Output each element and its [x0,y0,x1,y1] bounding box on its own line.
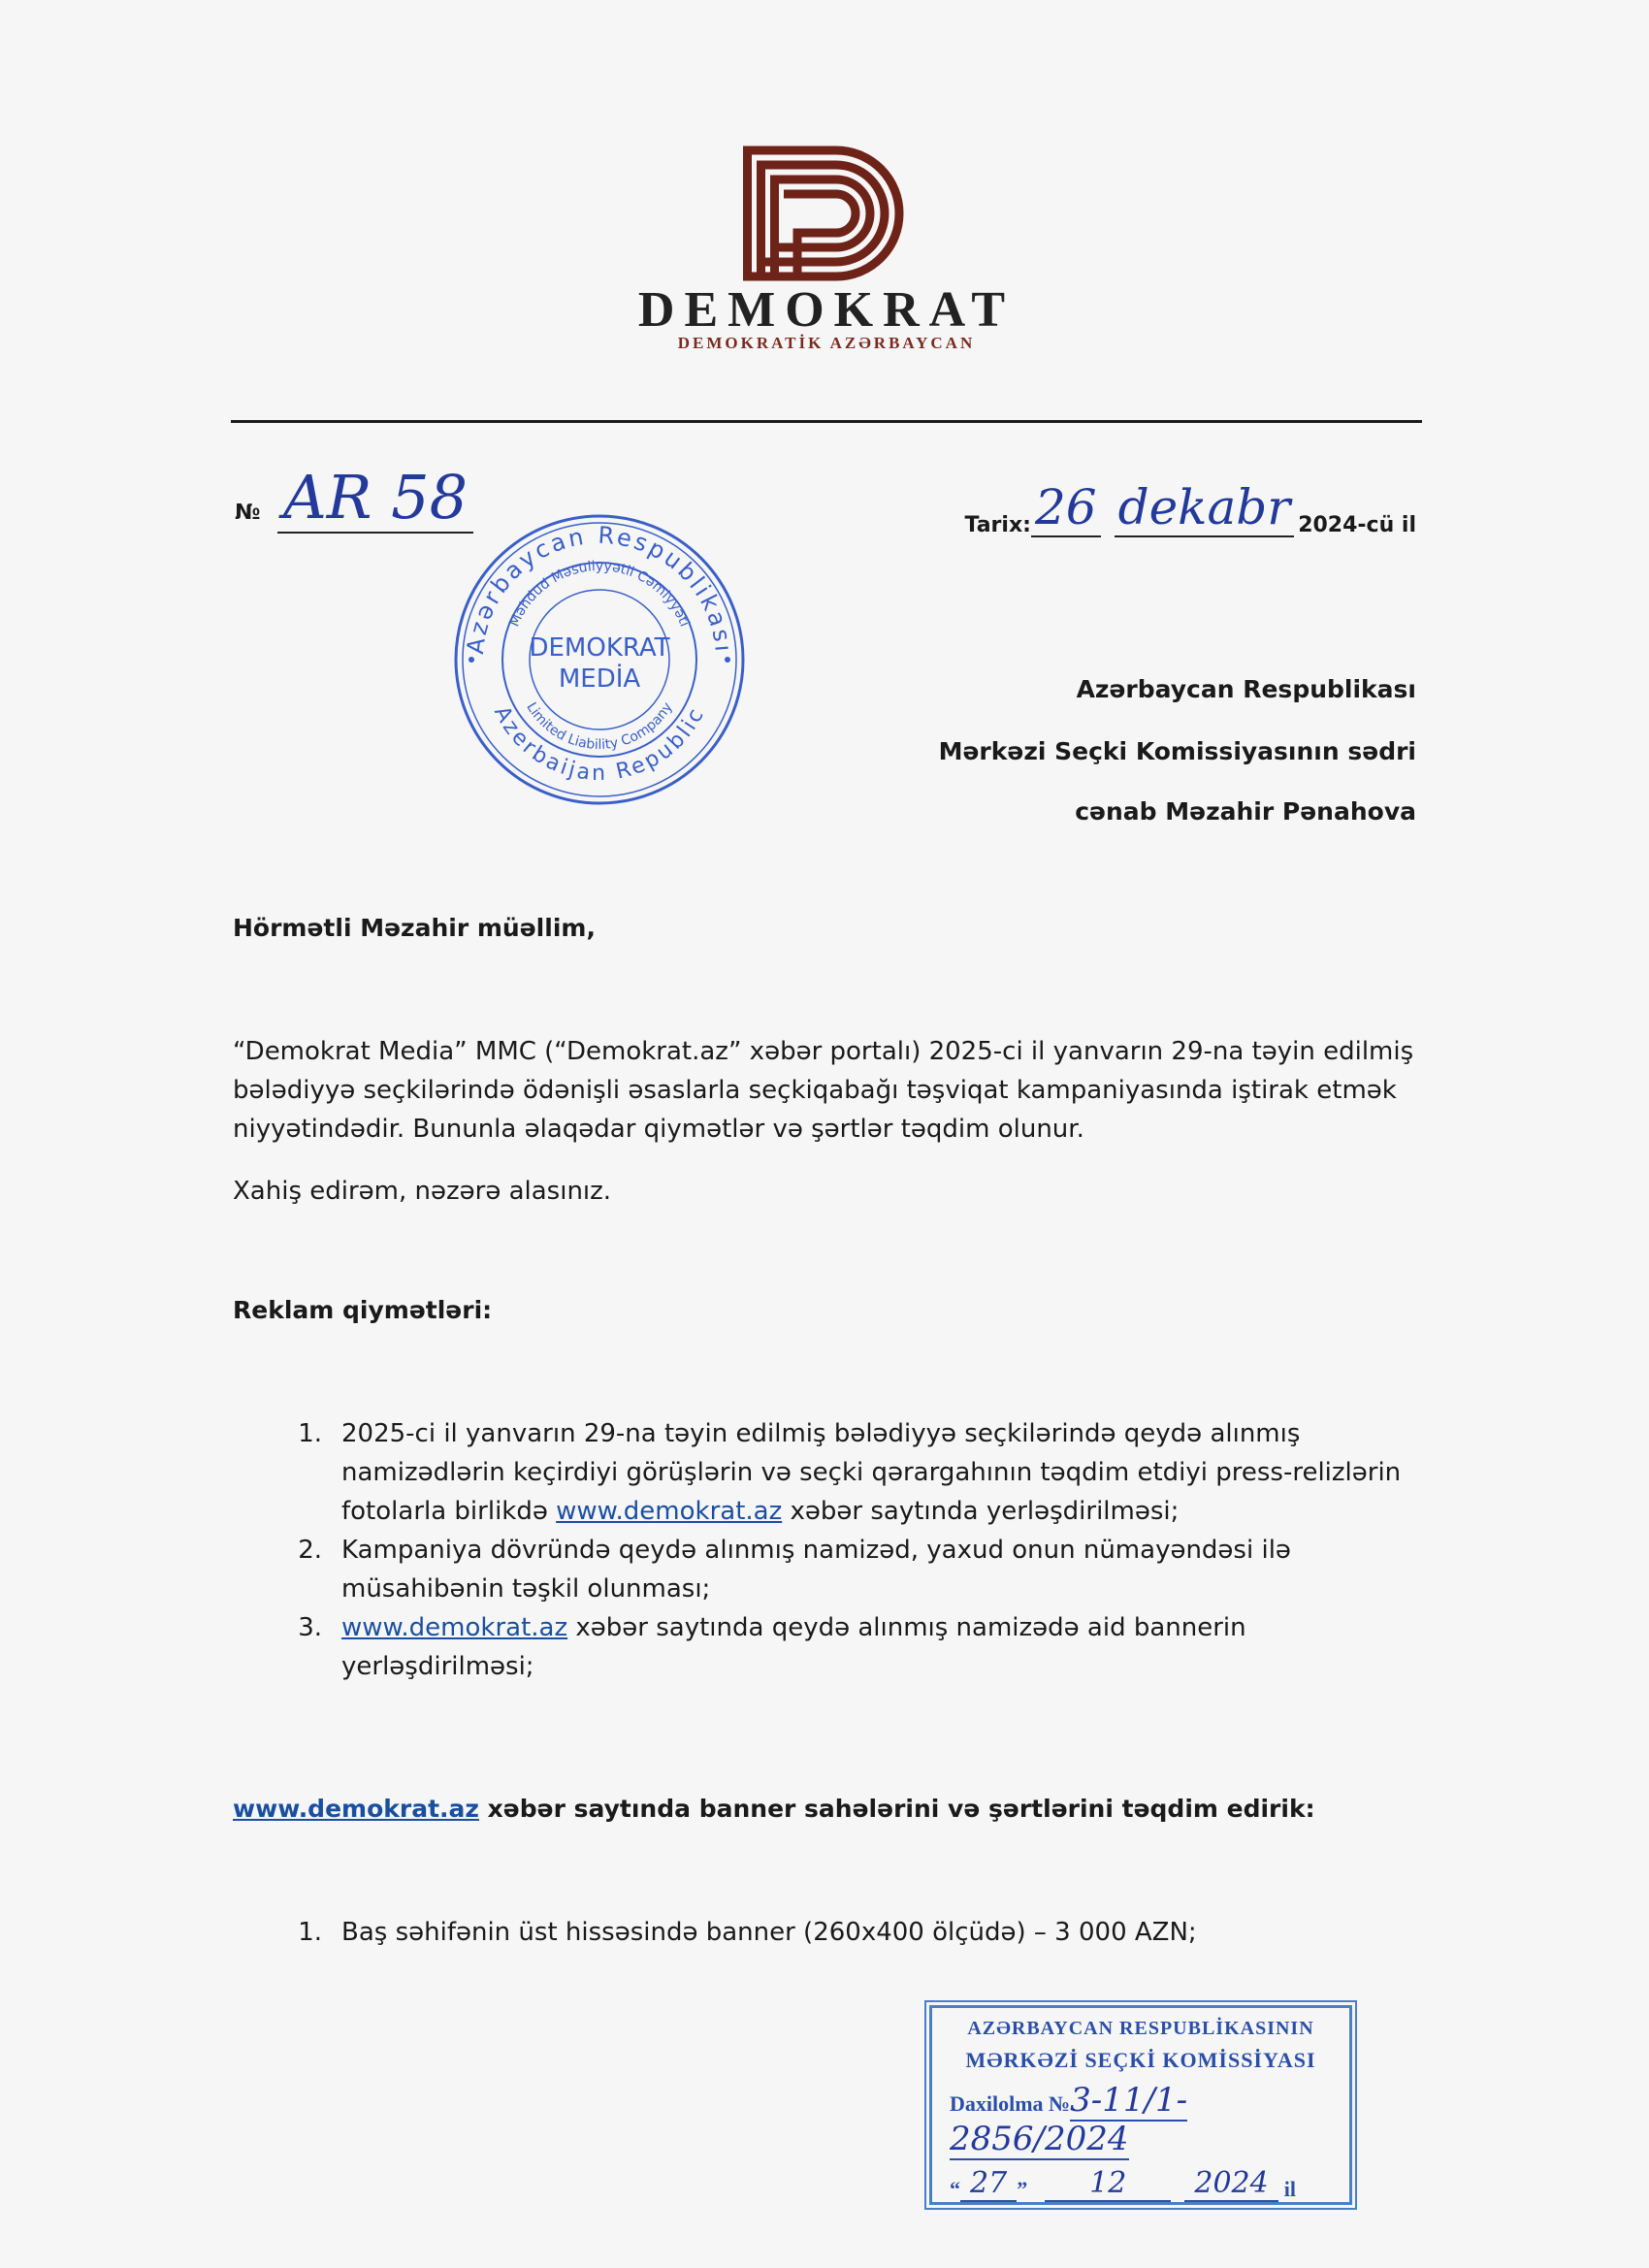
registration-quote-open: “ [950,2177,960,2201]
seal-ring-top: Azərbaycan Respublikası [461,521,737,656]
list-item-number: 1. [298,1918,322,1947]
date-year: 2024-cü il [1298,513,1416,537]
list-item-number: 1. [298,1419,322,1448]
reference-label: № [235,501,261,525]
body-paragraph-1: “Demokrat Media” MMC (“Demokrat.az” xəbər portalı) 2025-ci il yanvarın 29-na təyin edilmiş bələdiyyə seçkilərində ödənişli əsaslarla seçkiqabağı təşviqat kampaniyasında iştirak etmək niyyətindədir. Bununla əlaqədar qiymətlər və şərtlər təqdim olunur. [233,1037,1414,1144]
company-seal [452,512,747,807]
list-item [233,1608,1426,1686]
list-item [233,1913,1426,1952]
registration-year: 2024 [1184,2166,1277,2202]
demokrat-link[interactable]: www.demokrat.az [233,1795,479,1823]
list-item-text: Kampaniya dövründə qeydə alınmış namizəd, yaxud onun nümayəndəsi ilə müsahibənin təşkil olunması; [341,1536,1291,1604]
reference-number: AR 58 [277,464,473,534]
date-month: dekabr [1115,479,1295,537]
registration-label: Daxilolma № [950,2091,1071,2116]
date-day: 26 [1031,479,1101,537]
seal-center-line2: MEDİA [558,664,641,694]
date-label: Tarix: [964,513,1031,537]
demokrat-logo-icon [739,146,922,281]
list-item-number: 2. [298,1536,322,1565]
addressee-line2: Mərkəzi Seçki Komissiyasının sədri [938,737,1416,765]
seal-inner-bottom: Limited Liability Company [523,699,676,753]
seal-center-line1: DEMOKRAT [529,633,670,663]
list-item-text: 2025-ci il yanvarın 29-na təyin edilmiş bələdiyyə seçkilərində qeydə alınmış namizədlərin keçirdiyi görüşlərin və seçki qərargahının təqdim etdiyi press-relizlərin fotolarla birlikdə [341,1419,1402,1526]
addressee-line1: Azərbaycan Respublikası [1076,675,1416,703]
demokrat-link[interactable]: www.demokrat.az [556,1497,783,1526]
list-item [233,1414,1426,1531]
banners-list [233,1913,1426,1952]
list-item-text: Baş səhifənin üst hissəsində banner (260x400 ölçüdə) – 3 000 AZN; [341,1918,1197,1947]
registration-year-suffix: il [1283,2177,1296,2201]
list-item-text: xəbər saytında qeydə alınmış namizədə aid bannerin yerləşdirilməsi; [341,1613,1246,1681]
seal-ring-bottom: Azerbaijan Republic [489,702,710,787]
header-divider [231,420,1422,423]
logo-tagline: DEMOKRATİK AZƏRBAYCAN [677,334,976,352]
list-item-number: 3. [298,1613,322,1642]
registration-stamp-line1: AZƏRBAYCAN RESPUBLİKASININ [967,2018,1314,2039]
registration-stamp-line2: MƏRKƏZİ SEÇKİ KOMİSSİYASI [965,2048,1316,2072]
registration-quote-close: ” [1017,2177,1028,2201]
greeting: Hörmətli Məzahir müəllim, [233,914,596,942]
prices-list [233,1414,1426,1686]
registration-day: 27 [960,2166,1017,2202]
demokrat-link[interactable]: www.demokrat.az [341,1613,568,1642]
registration-number: 3-11/1-2856/2024 [950,2081,1188,2158]
list-item [233,1531,1426,1608]
logo-name: DEMOKRAT [637,282,1016,338]
date-line [965,479,1416,537]
banners-heading [233,1795,1315,1823]
prices-heading: Reklam qiymətləri: [233,1296,493,1324]
body-paragraph-2: Xahiş edirəm, nəzərə alasınız. [233,1177,612,1206]
banners-heading-text: xəbər saytında banner sahələrini və şərtlərini təqdim edirik: [478,1795,1315,1823]
registration-month: 12 [1045,2166,1171,2202]
seal-inner-top: Məhdud Məsuliyyətli Cəmiyyəti [506,558,693,630]
registration-stamp [929,2005,1352,2205]
addressee-line3: cənab Məzahir Pənahova [1075,797,1416,826]
list-item-text: xəbər saytında yerləşdirilməsi; [782,1497,1180,1526]
svg-text:Limited Liability Company [523,700,675,753]
